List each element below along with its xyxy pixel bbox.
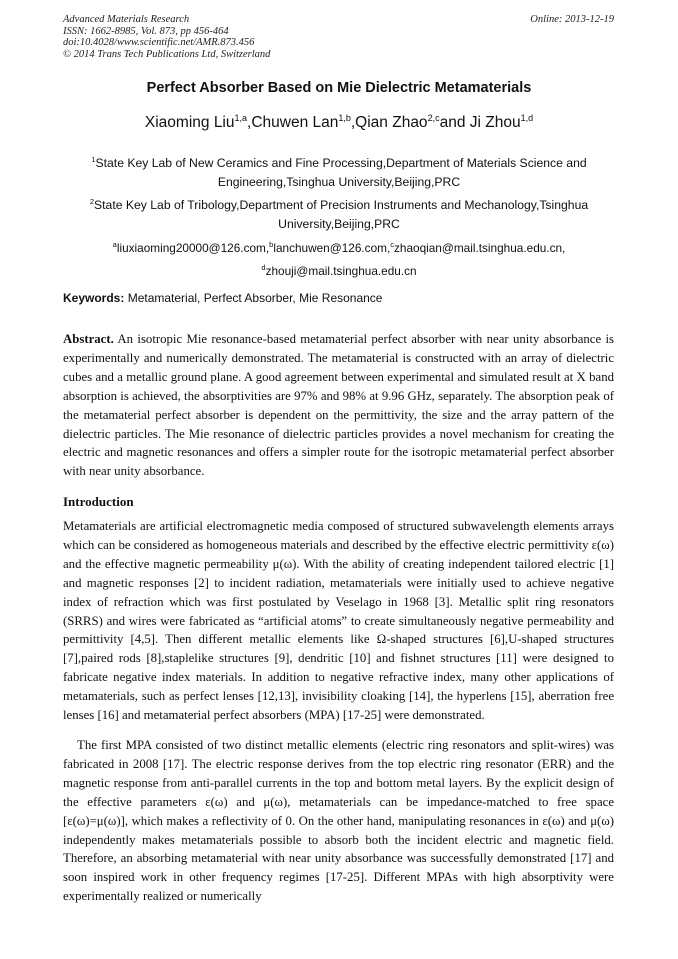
paper-title: Perfect Absorber Based on Mie Dielectric Metamaterials	[146, 80, 532, 96]
email-mark: b	[269, 240, 274, 249]
copyright-line: © 2014 Trans Tech Publications Ltd, Switzerland	[63, 48, 271, 60]
author-name: ,Chuwen Lan	[247, 114, 339, 132]
author-name: and Ji Zhou	[439, 114, 521, 132]
abstract	[63, 330, 614, 481]
online-date: Online: 2013-12-19	[530, 14, 614, 25]
email-address: zhaoqian@mail.tsinghua.edu.cn,	[393, 240, 566, 255]
section-heading-introduction: Introduction	[63, 494, 134, 509]
author-list	[0, 113, 678, 132]
affiliation-text: State Key Lab of Tribology,Department of Precision Instruments and Mechanology,Tsinghua University,Beijing,PRC	[94, 198, 589, 232]
email-address: zhouji@mail.tsinghua.edu.cn	[265, 263, 417, 278]
introduction-paragraph-2: The first MPA consisted of two distinct metallic elements (electric ring resonators and split-wires) was fabricated in 2008 [17]. The electric response derives from the top electric ring resonator (ERR) and the magnetic response from anti-parallel currents in the top and bottom metal layers. By the explicit design of the effective parameters ε(ω) and μ(ω), metamaterials can be impedance-matched to free space [ε(ω)=μ(ω)], which makes a reflectivity of 0. On the other hand, manipulating resonances in ε(ω) and μ(ω) independently makes metamaterials possible to absorb both the incident electric and magnetic field. Therefore, an absorbing metamaterial with near unity absorbance was successfully demonstrated [17] and soon inspired work in other frequency regimes [17-25]. Different MPAs with high absorptivity were experimentally realized or numerically	[63, 738, 614, 904]
author-name: Xiaoming Liu	[144, 114, 235, 132]
author-name: ,Qian Zhao	[350, 114, 428, 132]
email-mark: d	[261, 262, 266, 272]
affiliation-2	[70, 192, 608, 234]
email-address: lanchuwen@126.com,	[273, 240, 391, 255]
doi-line: doi:10.4028/www.scientific.net/AMR.873.456	[63, 37, 255, 48]
abstract-text: An isotropic Mie resonance-based metamaterial perfect absorber with near unity absorbance is experimentally and numerically demonstrated. The metamaterial is constructed with an array of dielectric cubes and a metallic ground plane. A good agreement between experimental and simulated result at X band absorption is achieved, the absorptivities are 97% and 98% at 9.96 GHz, separately. The absorption peak of the metamaterial perfect absorber is dependent on the permittivity, the size and the array pattern of the dielectric particles. The Mie resonance of dielectric particles provides a novel mechanism for creating the electric and magnetic resonances and offers a simpler route for the isotropic metamaterial perfect absorber with near unity absorbance.	[63, 332, 614, 479]
journal-name: Advanced Materials Research	[63, 14, 190, 25]
keywords	[63, 291, 615, 305]
author-emails	[70, 235, 608, 281]
email-address: liuxiaoming20000@126.com,	[116, 240, 270, 255]
affiliation-1	[70, 150, 608, 192]
issn-line: ISSN: 1662-8985, Vol. 873, pp 456-464	[63, 25, 229, 37]
journal-header	[63, 14, 270, 60]
email-mark: a	[112, 240, 117, 249]
keywords-text: Metamaterial, Perfect Absorber, Mie Resonance	[124, 291, 383, 305]
author-affiliation-mark: 1,a	[234, 113, 248, 123]
keywords-label: Keywords:	[63, 291, 125, 305]
author-affiliation-mark: 2,c	[427, 113, 440, 123]
affiliation-text: State Key Lab of New Ceramics and Fine Processing,Department of Materials Science and Engineering,Tsinghua University,Beijing,PRC	[95, 156, 587, 190]
author-affiliation-mark: 1,b	[338, 113, 351, 123]
introduction-paragraph-1: Metamaterials are artificial electromagnetic media composed of structured subwavelength elements arrays which can be considered as homogeneous materials and described by the effective electric permittivity ε(ω) and the effective magnetic permeability μ(ω). With the ability of creating independent tailored electric [1] and magnetic responses [2] to incident radiation, metamaterials were initially used to achieve negative index of refraction which was first postulated by Veselago in 1968 [3]. Metallic split ring resonators (SRRS) and wires were fabricated as “artificial atoms” to create simultaneously negative permeability and permittivity [4,5]. Then different metallic elements like Ω-shaped structures [6],U-shaped structures [7],paired rods [8],staplelike structures [9], dendritic [10] and fishnet structures [11] were designed to fabricate negative index materials. In addition to negative refractive index, many other applications of metamaterials, such as perfect lenses [12,13], invisibility cloaking [14], the hyperlens [15], aberration free lenses [16] and metamaterial perfect absorbers (MPA) [17-25] were demonstrated.	[63, 519, 614, 723]
abstract-label: Abstract.	[63, 332, 114, 346]
email-mark: c	[390, 240, 394, 249]
affiliation-mark: 2	[89, 197, 95, 206]
author-affiliation-mark: 1,d	[520, 113, 534, 123]
affiliation-mark: 1	[91, 155, 96, 164]
